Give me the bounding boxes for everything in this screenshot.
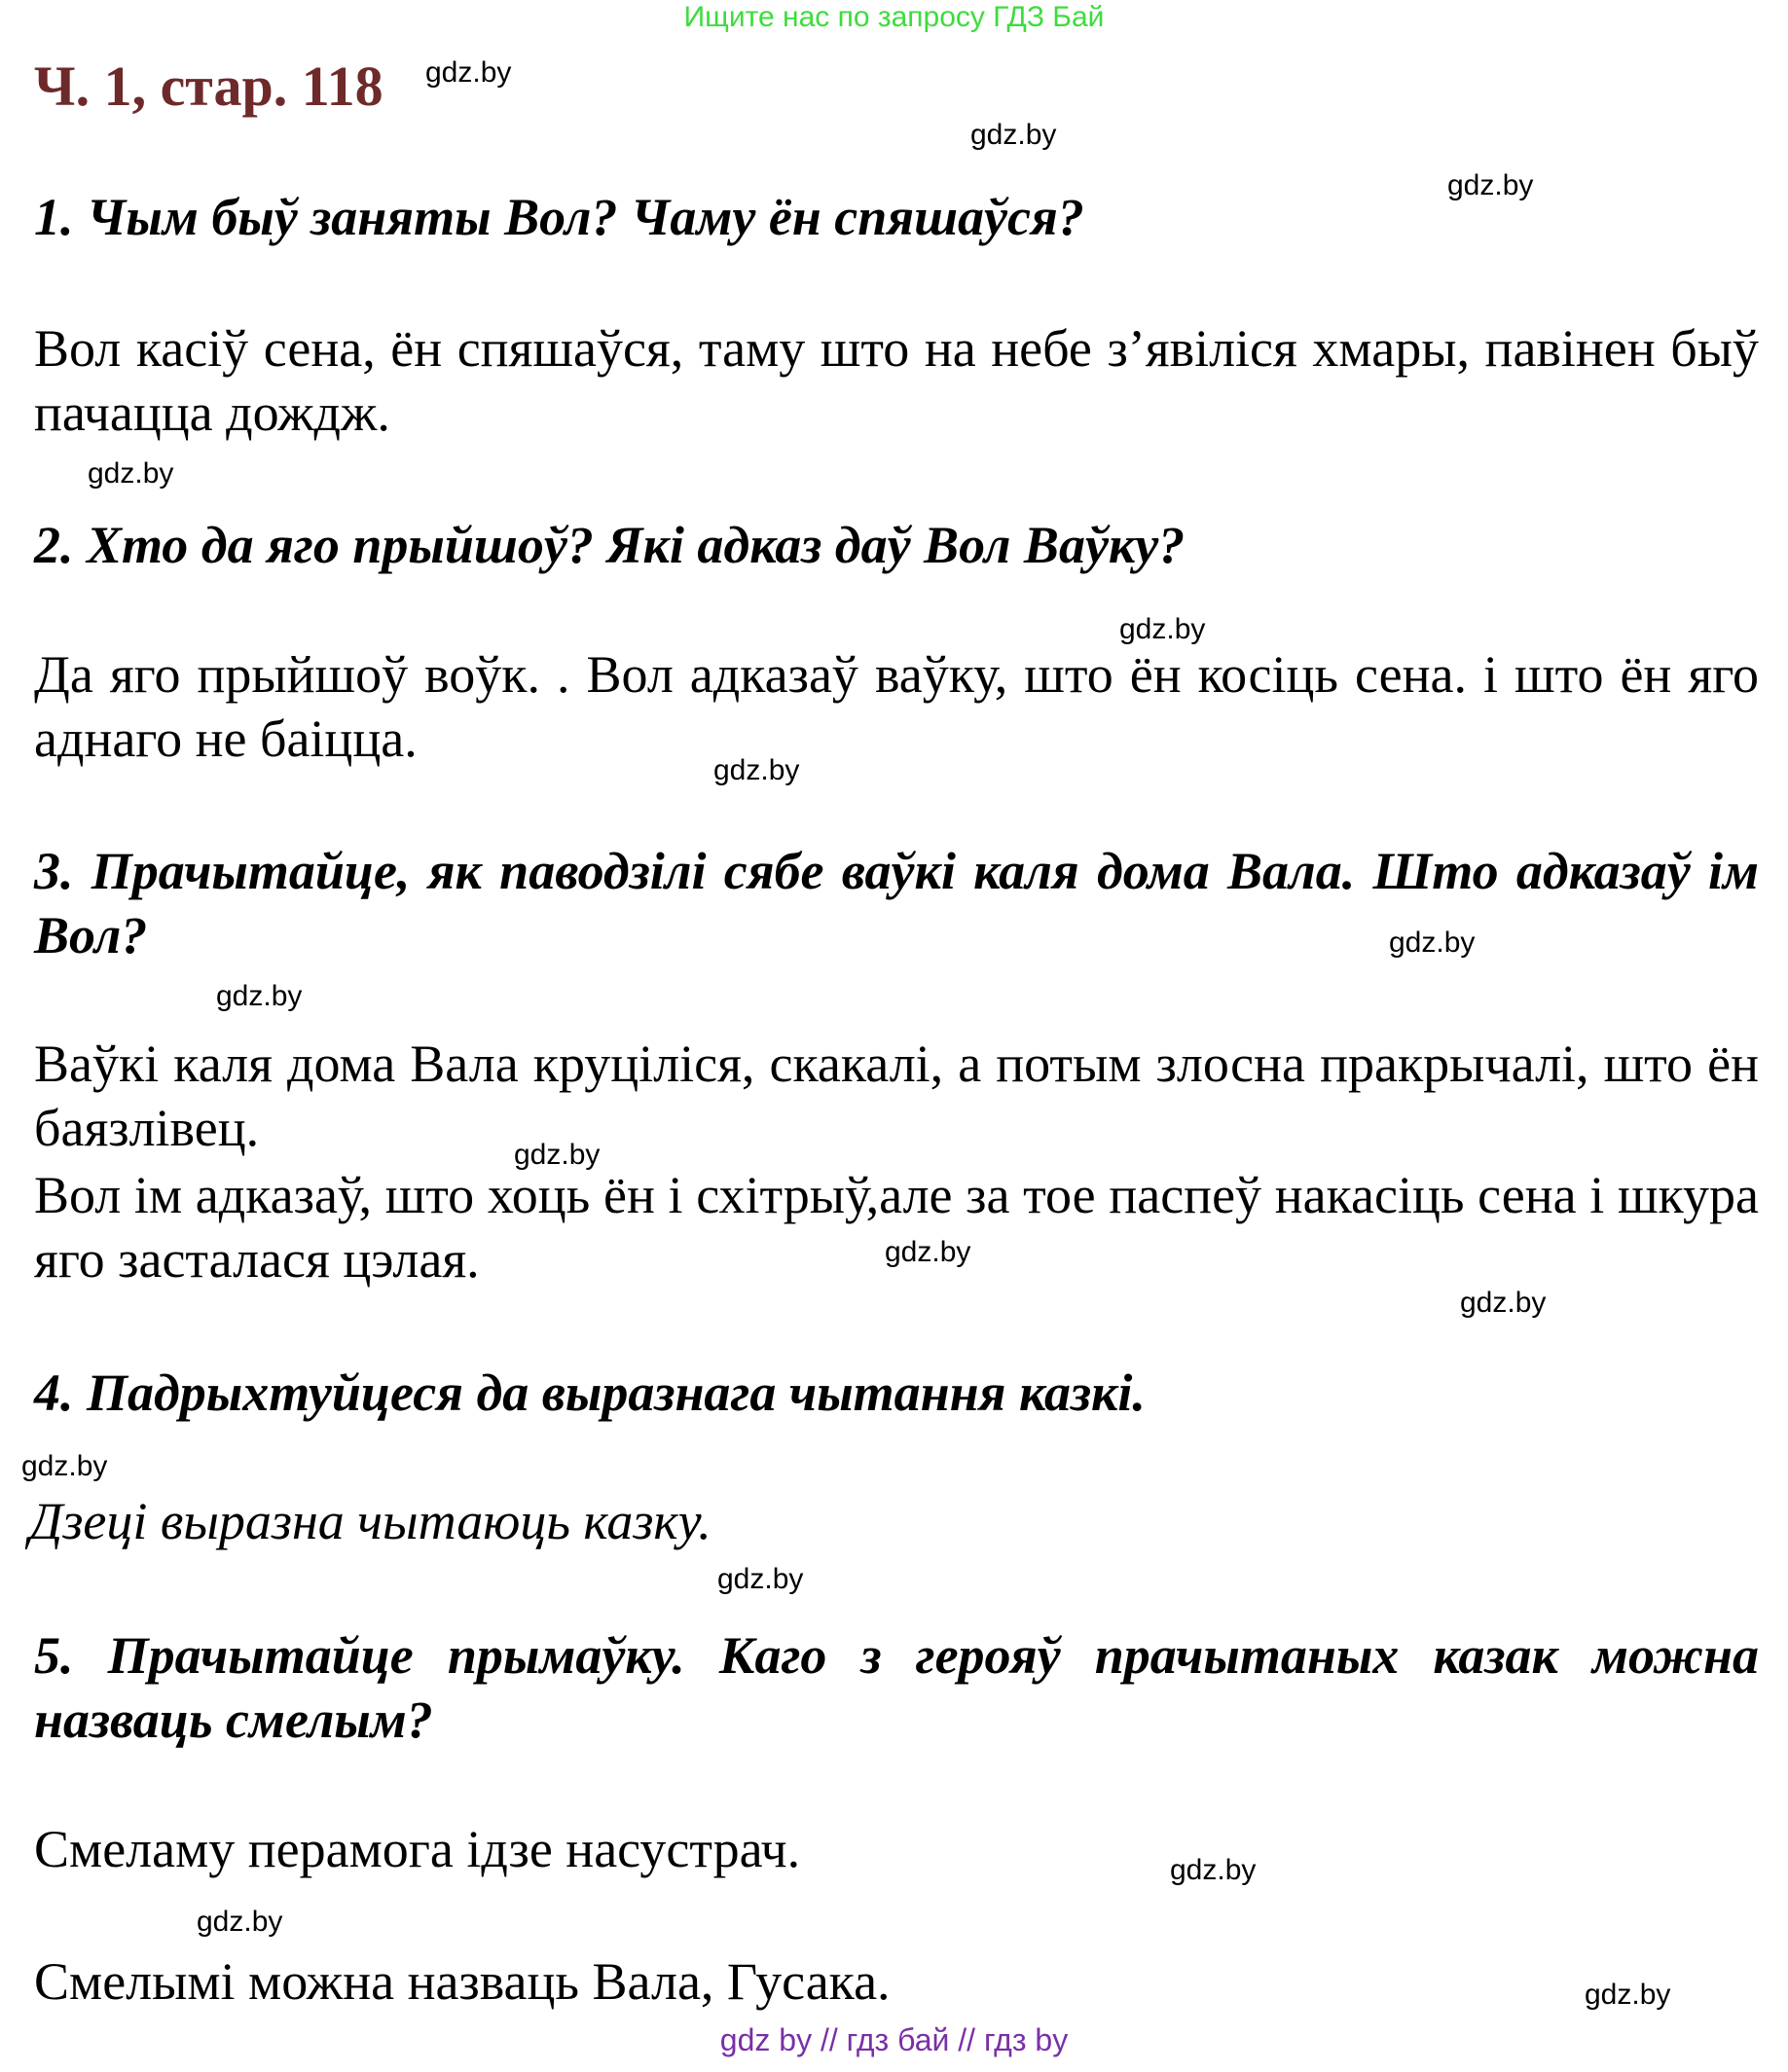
watermark: gdz.by	[1119, 613, 1206, 645]
watermark: gdz.by	[88, 457, 174, 490]
watermark: gdz.by	[1460, 1287, 1547, 1319]
question-3: 3. Прачытайце, як паводзілі сябе ваўкі каля дома Вала. Што адказаў ім Вол?	[34, 842, 1759, 964]
answer-5-part-1: Смеламу перамога ідзе насустрач.	[34, 1820, 801, 1878]
page-title: Ч. 1, стар. 118	[34, 55, 383, 118]
question-4: 4. Падрыхтуйцеся да выразнага чытання казкі.	[34, 1363, 1146, 1422]
watermark: gdz.by	[1389, 927, 1476, 959]
watermark: gdz.by	[970, 119, 1057, 151]
question-2: 2. Хто да яго прыйшоў? Які адказ даў Вол Ваўку?	[34, 516, 1186, 574]
watermark: gdz.by	[514, 1139, 601, 1171]
watermark: gdz.by	[1585, 1979, 1671, 2011]
watermark: gdz.by	[717, 1563, 804, 1595]
answer-2: Да яго прыйшоў воўк. . Вол адказаў ваўку, што ён косіць сена. і што ён яго аднаго не баіцца.	[34, 645, 1759, 768]
watermark: gdz.by	[1447, 169, 1534, 201]
question-5: 5. Прачытайце прымаўку. Каго з герояў прачытаных казак можна назваць смелым?	[34, 1626, 1759, 1749]
watermark: gdz.by	[21, 1450, 108, 1482]
answer-4: Дзеці выразна чытаюць казку.	[29, 1492, 712, 1550]
search-banner: Ищите нас по запросу ГДЗ Бай	[683, 1, 1105, 33]
watermark: gdz.by	[885, 1236, 971, 1268]
footer-links: gdz by // гдз бай // гдз by	[719, 2022, 1069, 2057]
answer-3-part-1: Ваўкі каля дома Вала круціліся, скакалі, а потым злосна пракрычалі, што ён баязлівец.	[34, 1035, 1759, 1157]
watermark: gdz.by	[713, 754, 800, 786]
watermark: gdz.by	[216, 980, 303, 1012]
answer-3-part-2: Вол ім адказаў, што хоць ён і схітрыў,але за тое паспеў накасіць сена і шкура яго засталася цэлая.	[34, 1166, 1759, 1289]
answer-5-part-2: Смелымі можна назваць Вала, Гусака.	[34, 1952, 891, 2011]
watermark: gdz.by	[1170, 1854, 1257, 1886]
answer-1: Вол касіў сена, ён спяшаўся, таму што на небе з’явіліся хмары, павінен быў пачацца дождж.	[34, 319, 1759, 442]
question-1: 1. Чым быў заняты Вол? Чаму ён спяшаўся?	[34, 188, 1084, 246]
watermark: gdz.by	[197, 1906, 283, 1938]
watermark: gdz.by	[425, 56, 512, 89]
